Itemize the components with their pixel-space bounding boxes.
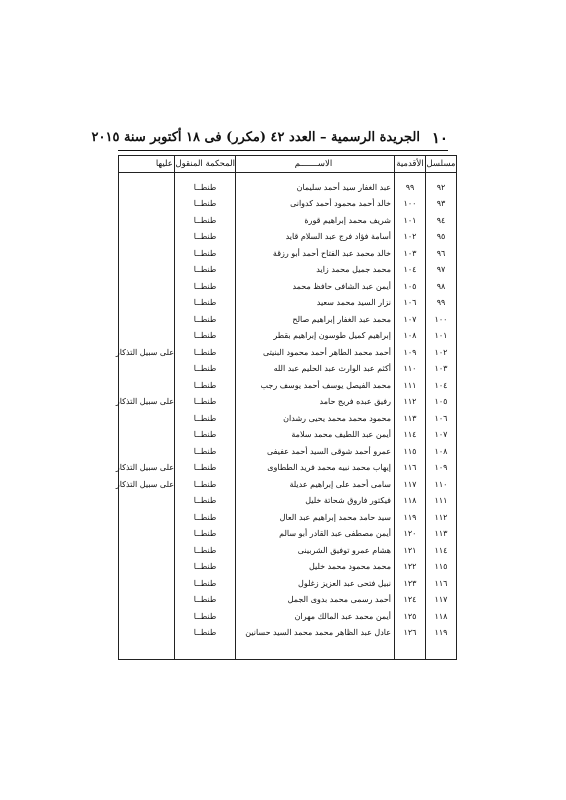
- cell-seniority: ١٢٥: [395, 608, 426, 625]
- cell-court: طنطــا: [175, 328, 236, 345]
- cell-court: طنطــا: [175, 460, 236, 477]
- cell-court: طنطــا: [175, 344, 236, 361]
- cell-name: محمد محمود محمد خليل: [236, 559, 395, 576]
- cell-note: على سبيل التذكار: [119, 394, 175, 411]
- table-row: [119, 493, 457, 510]
- table-row: [119, 179, 457, 196]
- cell-note: [119, 361, 175, 378]
- cell-note: [119, 493, 175, 510]
- cell-note: [119, 443, 175, 460]
- cell-court: طنطــا: [175, 196, 236, 213]
- cell-seniority: ١١٩: [395, 509, 426, 526]
- cell-seniority: ١٠٦: [395, 295, 426, 312]
- cell-court: طنطــا: [175, 245, 236, 262]
- table-row: [119, 476, 457, 493]
- cell-court: طنطــا: [175, 311, 236, 328]
- cell-name: عمرو أحمد شوقى السيد أحمد عفيفى: [236, 443, 395, 460]
- cell-court: طنطــا: [175, 476, 236, 493]
- cell-note: [119, 608, 175, 625]
- cell-name: أحمد محمد الطاهر أحمد محمود البنيتى: [236, 344, 395, 361]
- cell-seniority: ١١٣: [395, 410, 426, 427]
- cell-name: فيكتور فاروق شحاتة خليل: [236, 493, 395, 510]
- cell-serial: ١١٩: [426, 625, 457, 642]
- cell-seniority: ١١٢: [395, 394, 426, 411]
- cell-seniority: ١١٠: [395, 361, 426, 378]
- cell-court: طنطــا: [175, 625, 236, 642]
- cell-note: [119, 196, 175, 213]
- cell-note: [119, 278, 175, 295]
- cell-name: أيمن عبد اللطيف محمد سلامة: [236, 427, 395, 444]
- cell-note: على سبيل التذكار: [119, 476, 175, 493]
- cell-court: طنطــا: [175, 410, 236, 427]
- cell-name: محمد الفيصل يوسف أحمد يوسف رجب: [236, 377, 395, 394]
- cell-name: عادل عبد الظاهر محمد محمد السيد حسانين: [236, 625, 395, 642]
- header-rule: [118, 150, 448, 151]
- cell-note: على سبيل التذكار: [119, 460, 175, 477]
- cell-name: أحمد رسمى محمد بدوى الجمل: [236, 592, 395, 609]
- cell-note: [119, 427, 175, 444]
- cell-note: [119, 592, 175, 609]
- transfer-table: [115, 155, 457, 660]
- cell-note: [119, 328, 175, 345]
- table-row: [119, 229, 457, 246]
- cell-serial: ١١٨: [426, 608, 457, 625]
- cell-court: طنطــا: [175, 575, 236, 592]
- cell-name: إبراهيم كميل طوسون إبراهيم بقطر: [236, 328, 395, 345]
- cell-note: [119, 295, 175, 312]
- cell-seniority: ١٠٤: [395, 262, 426, 279]
- cell-name: أسامة فؤاد فرج عبد السلام قايد: [236, 229, 395, 246]
- cell-court: طنطــا: [175, 229, 236, 246]
- cell-note: [119, 245, 175, 262]
- cell-seniority: ١٠٥: [395, 278, 426, 295]
- cell-seniority: ١١٤: [395, 427, 426, 444]
- cell-court: طنطــا: [175, 377, 236, 394]
- table-row: [119, 361, 457, 378]
- cell-note: [119, 542, 175, 559]
- cell-serial: ٩٩: [426, 295, 457, 312]
- cell-seniority: ١٠٣: [395, 245, 426, 262]
- cell-seniority: ٩٩: [395, 179, 426, 196]
- cell-serial: ٩٨: [426, 278, 457, 295]
- cell-name: هشام عمرو توفيق الشربينى: [236, 542, 395, 559]
- cell-court: طنطــا: [175, 608, 236, 625]
- cell-seniority: ١٢٤: [395, 592, 426, 609]
- cell-court: طنطــا: [175, 212, 236, 229]
- cell-serial: ١١١: [426, 493, 457, 510]
- cell-seniority: ١٢٦: [395, 625, 426, 642]
- cell-serial: ١١٥: [426, 559, 457, 576]
- cell-name: نزار السيد محمد سعيد: [236, 295, 395, 312]
- cell-serial: ٩٧: [426, 262, 457, 279]
- table-row: [119, 328, 457, 345]
- page-header: [91, 129, 448, 149]
- cell-court: طنطــا: [175, 592, 236, 609]
- cell-serial: ١١٧: [426, 592, 457, 609]
- cell-name: رفيق عبده فريج حامد: [236, 394, 395, 411]
- cell-note: [119, 625, 175, 642]
- table-row: [119, 559, 457, 576]
- cell-serial: ١٠٣: [426, 361, 457, 378]
- cell-name: إيهاب محمد نبيه محمد فريد الططاوى: [236, 460, 395, 477]
- cell-serial: ٩٦: [426, 245, 457, 262]
- cell-serial: ١٠٠: [426, 311, 457, 328]
- col-seniority: الأقدمية: [395, 156, 426, 173]
- table-row: [119, 262, 457, 279]
- cell-court: طنطــا: [175, 278, 236, 295]
- cell-serial: ٩٤: [426, 212, 457, 229]
- cell-court: طنطــا: [175, 559, 236, 576]
- cell-seniority: ١٠٩: [395, 344, 426, 361]
- table-tail-row: [119, 641, 457, 660]
- cell-court: طنطــا: [175, 262, 236, 279]
- cell-serial: ٩٥: [426, 229, 457, 246]
- cell-name: سيد حامد محمد إبراهيم عبد العال: [236, 509, 395, 526]
- cell-seniority: ١٠١: [395, 212, 426, 229]
- cell-court: طنطــا: [175, 542, 236, 559]
- table-row: [119, 575, 457, 592]
- cell-serial: ١٠٩: [426, 460, 457, 477]
- table-row: [119, 443, 457, 460]
- cell-seniority: ١٠٨: [395, 328, 426, 345]
- cell-note: [119, 509, 175, 526]
- cell-court: طنطــا: [175, 509, 236, 526]
- table-body: [115, 173, 457, 660]
- cell-note: على سبيل التذكار: [119, 344, 175, 361]
- cell-name: أيمن عبد الشافى حافظ محمد: [236, 278, 395, 295]
- cell-seniority: ١٢١: [395, 542, 426, 559]
- cell-serial: ٩٣: [426, 196, 457, 213]
- table-row: [119, 196, 457, 213]
- col-court: المحكمة المنقول عليها: [175, 156, 236, 173]
- cell-seniority: ١١٦: [395, 460, 426, 477]
- cell-serial: ١٠٧: [426, 427, 457, 444]
- cell-seniority: ١٢٠: [395, 526, 426, 543]
- table-row: [119, 410, 457, 427]
- table-row: [119, 592, 457, 609]
- cell-name: أكثم عبد الوارث عبد الحليم عبد الله: [236, 361, 395, 378]
- cell-note: [119, 229, 175, 246]
- cell-court: طنطــا: [175, 179, 236, 196]
- cell-name: محمود محمد محمد يحيى رشدان: [236, 410, 395, 427]
- cell-serial: ١٠٤: [426, 377, 457, 394]
- cell-court: طنطــا: [175, 443, 236, 460]
- cell-seniority: ١٠٢: [395, 229, 426, 246]
- cell-seniority: ١٢٣: [395, 575, 426, 592]
- cell-court: طنطــا: [175, 394, 236, 411]
- cell-court: طنطــا: [175, 427, 236, 444]
- table-row: [119, 344, 457, 361]
- cell-seniority: ١١١: [395, 377, 426, 394]
- cell-seniority: ١٢٢: [395, 559, 426, 576]
- cell-serial: ١١٣: [426, 526, 457, 543]
- table-row: [119, 212, 457, 229]
- cell-note: [119, 311, 175, 328]
- gazette-title: الجريدة الرسمية – العدد ٤٢ (مكرر) فى ١٨ أكتوبر سنة ٢٠١٥: [91, 130, 420, 145]
- cell-note: [119, 410, 175, 427]
- cell-name: عبد الغفار سيد أحمد سليمان: [236, 179, 395, 196]
- cell-name: خالد أحمد محمود أحمد كدوانى: [236, 196, 395, 213]
- cell-court: طنطــا: [175, 361, 236, 378]
- cell-name: أيمن مصطفى عبد القادر أبو سالم: [236, 526, 395, 543]
- cell-note: [119, 212, 175, 229]
- table-row: [119, 427, 457, 444]
- cell-seniority: ١١٥: [395, 443, 426, 460]
- cell-seniority: ١٠٧: [395, 311, 426, 328]
- cell-note: [119, 559, 175, 576]
- cell-note: [119, 262, 175, 279]
- cell-note: [119, 377, 175, 394]
- table-row: [119, 460, 457, 477]
- cell-seniority: ١١٨: [395, 493, 426, 510]
- table-row: [119, 509, 457, 526]
- cell-name: محمد عبد الغفار إبراهيم صالح: [236, 311, 395, 328]
- table-row: [119, 278, 457, 295]
- table-row: [119, 394, 457, 411]
- table-header-row: [119, 156, 457, 173]
- cell-serial: ٩٢: [426, 179, 457, 196]
- table-row: [119, 608, 457, 625]
- cell-court: طنطــا: [175, 493, 236, 510]
- cell-name: أيمن محمد عبد المالك مهران: [236, 608, 395, 625]
- cell-serial: ١٠٨: [426, 443, 457, 460]
- table-row: [119, 542, 457, 559]
- table-row: [119, 377, 457, 394]
- cell-note: [119, 179, 175, 196]
- cell-seniority: ١٠٠: [395, 196, 426, 213]
- col-name: الاســـــــم: [236, 156, 395, 173]
- table-row: [119, 245, 457, 262]
- cell-serial: ١٠١: [426, 328, 457, 345]
- cell-name: سامى أحمد على إبراهيم عديلة: [236, 476, 395, 493]
- cell-court: طنطــا: [175, 295, 236, 312]
- cell-serial: ١١٤: [426, 542, 457, 559]
- table-row: [119, 311, 457, 328]
- cell-serial: ١٠٥: [426, 394, 457, 411]
- cell-serial: ١١٢: [426, 509, 457, 526]
- cell-name: شريف محمد إبراهيم قورة: [236, 212, 395, 229]
- cell-name: نبيل فتحى عبد العزيز زغلول: [236, 575, 395, 592]
- cell-serial: ١١٦: [426, 575, 457, 592]
- cell-court: طنطــا: [175, 526, 236, 543]
- cell-name: محمد جميل محمد زايد: [236, 262, 395, 279]
- col-serial: مسلسل: [426, 156, 457, 173]
- table-row: [119, 625, 457, 642]
- table-row: [119, 295, 457, 312]
- cell-note: [119, 526, 175, 543]
- page-number: ١٠: [431, 129, 448, 147]
- cell-serial: ١١٠: [426, 476, 457, 493]
- cell-name: خالد محمد عبد الفتاح أحمد أبو رزقة: [236, 245, 395, 262]
- cell-serial: ١٠٦: [426, 410, 457, 427]
- table-row: [119, 526, 457, 543]
- cell-serial: ١٠٢: [426, 344, 457, 361]
- cell-note: [119, 575, 175, 592]
- cell-seniority: ١١٧: [395, 476, 426, 493]
